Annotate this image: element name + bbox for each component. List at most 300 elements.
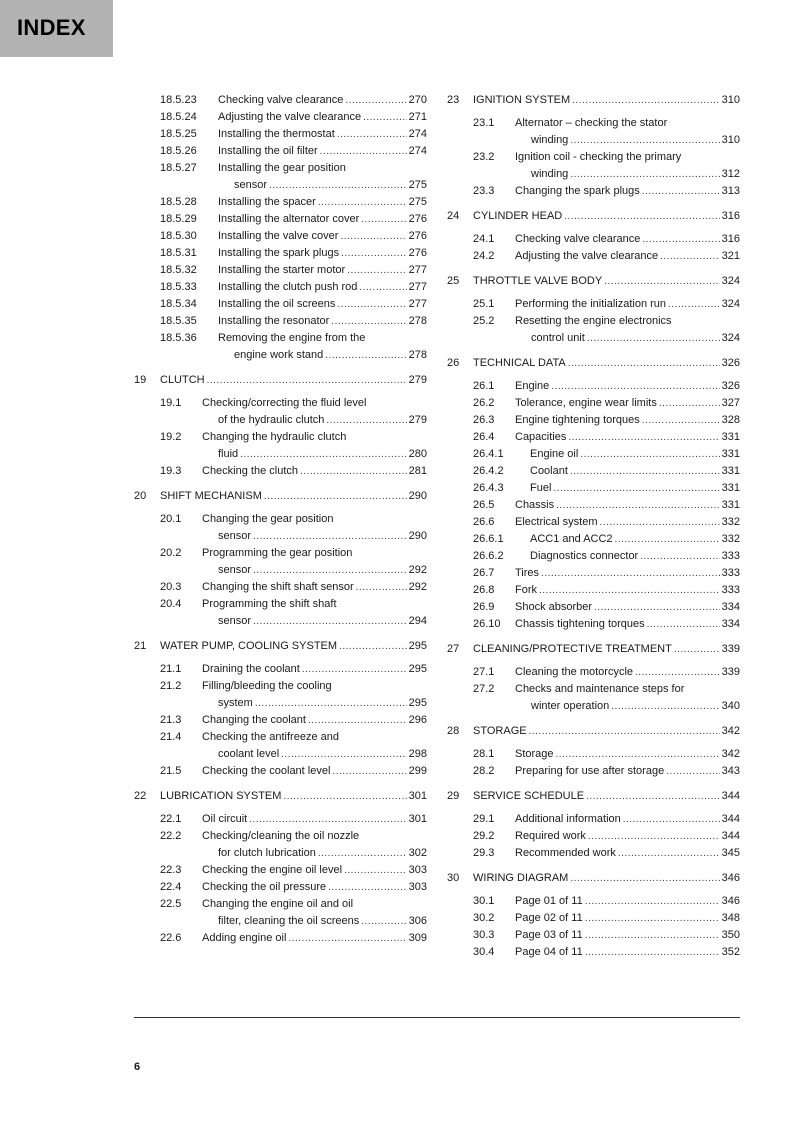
toc-entry-page: 280: [408, 448, 427, 460]
toc-entry[interactable]: [134, 463, 427, 480]
toc-entry-title: fluid: [218, 448, 239, 460]
toc-entry[interactable]: [134, 596, 427, 630]
toc-entry-page: 324: [721, 298, 740, 310]
toc-entry-number: 18.5.28: [160, 196, 197, 208]
toc-entry[interactable]: [134, 126, 427, 143]
toc-entry-page: 346: [721, 872, 740, 884]
toc-entry[interactable]: [134, 372, 427, 389]
toc-entry-number: 22.3: [160, 864, 182, 876]
toc-entry-page: 327: [721, 397, 740, 409]
toc-entry-title: Engine oil: [530, 448, 579, 460]
dot-leader: [642, 183, 720, 200]
toc-entry-page: 278: [408, 315, 427, 327]
toc-entry[interactable]: [134, 211, 427, 228]
toc-entry-title: Checking the oil pressure: [202, 881, 327, 893]
toc-entry-title: Installing the thermostat: [218, 128, 335, 140]
toc-entry-title: Checking valve clearance: [218, 94, 344, 106]
dot-leader: [642, 412, 720, 429]
dot-leader: [339, 638, 407, 655]
dot-leader: [611, 698, 719, 715]
dot-leader: [640, 548, 719, 565]
toc-entry[interactable]: [134, 896, 427, 930]
toc-entry-page: 274: [408, 128, 427, 140]
toc-entry-number: 22.5: [160, 898, 182, 910]
toc-entry-number: 26.1: [473, 380, 495, 392]
toc-entry-title: Fuel: [530, 482, 552, 494]
toc-entry-title: Adding engine oil: [202, 932, 287, 944]
toc-entry-number: 26.6: [473, 516, 495, 528]
toc-entry[interactable]: [447, 893, 740, 910]
dot-leader: [585, 927, 720, 944]
toc-entry-title: Tires: [515, 567, 540, 579]
toc-entry[interactable]: [447, 248, 740, 265]
toc-entry-title: Page 02 of 11: [515, 912, 583, 924]
toc-entry-page: 342: [721, 725, 740, 737]
dot-leader: [585, 910, 720, 927]
toc-entry-number: 26: [447, 357, 460, 369]
toc-entry[interactable]: [447, 355, 740, 372]
dot-leader: [580, 446, 719, 463]
dot-leader: [600, 514, 720, 531]
toc-entry[interactable]: [447, 429, 740, 446]
toc-entry[interactable]: [134, 545, 427, 579]
toc-entry-number: 26.5: [473, 499, 495, 511]
dot-leader: [255, 695, 407, 712]
toc-right-column: [447, 92, 740, 961]
toc-entry-page: 313: [721, 185, 740, 197]
toc-entry-title: Installing the valve cover: [218, 230, 339, 242]
toc-entry[interactable]: [447, 548, 740, 565]
dot-leader: [347, 262, 406, 279]
toc-entry-page: 276: [408, 213, 427, 225]
toc-entry[interactable]: [447, 231, 740, 248]
toc-entry-page: 345: [721, 847, 740, 859]
toc-entry-page: 270: [408, 94, 427, 106]
toc-entry-number: 25.1: [473, 298, 495, 310]
toc-entry-page: 339: [721, 643, 740, 655]
toc-entry-number: 22.6: [160, 932, 182, 944]
toc-entry[interactable]: [134, 678, 427, 712]
toc-entry-number: 21.5: [160, 765, 182, 777]
toc-entry[interactable]: [134, 763, 427, 780]
toc-entry[interactable]: [447, 845, 740, 862]
dot-leader: [361, 211, 406, 228]
toc-entry-number: 23.3: [473, 185, 495, 197]
toc-entry-page: 333: [721, 584, 740, 596]
toc-entry-number: 29: [447, 790, 460, 802]
toc-entry-number: 26.4.1: [473, 448, 504, 460]
toc-entry-title: winter operation: [531, 700, 610, 712]
toc-entry-page: 295: [408, 640, 427, 652]
toc-entry-page: 326: [721, 380, 740, 392]
toc-entry-number: 20: [134, 490, 147, 502]
toc-entry-page: 274: [408, 145, 427, 157]
toc-entry[interactable]: [447, 811, 740, 828]
toc-entry-page: 294: [408, 615, 427, 627]
toc-entry-page: 299: [408, 765, 427, 777]
toc-entry-number: 18.5.36: [160, 332, 197, 344]
toc-entry-page: 279: [408, 414, 427, 426]
toc-entry[interactable]: [134, 429, 427, 463]
toc-entry[interactable]: [447, 463, 740, 480]
toc-entry-number: 26.3: [473, 414, 495, 426]
toc-entry-page: 290: [408, 530, 427, 542]
toc-entry-title: Storage: [515, 748, 554, 760]
toc-entry-number: 19: [134, 374, 147, 386]
toc-entry-page: 348: [721, 912, 740, 924]
toc-entry-page: 279: [408, 374, 427, 386]
toc-entry-number: 26.4: [473, 431, 495, 443]
toc-entry-title: Page 03 of 11: [515, 929, 583, 941]
toc-entry[interactable]: [134, 712, 427, 729]
toc-entry-title: ACC1 and ACC2: [530, 533, 613, 545]
toc-entry-number: 26.10: [473, 618, 501, 630]
toc-entry[interactable]: [447, 412, 740, 429]
toc-entry[interactable]: [447, 641, 740, 658]
toc-entry[interactable]: [447, 788, 740, 805]
toc-entry-page: 344: [721, 830, 740, 842]
toc-entry-number: 30: [447, 872, 460, 884]
toc-entry[interactable]: [447, 910, 740, 927]
toc-entry-title: system: [218, 697, 253, 709]
toc-entry-title: CLEANING/PROTECTIVE TREATMENT: [473, 643, 672, 655]
toc-entry[interactable]: [447, 378, 740, 395]
toc-entry[interactable]: [134, 511, 427, 545]
toc-entry-number: 24.2: [473, 250, 495, 262]
toc-entry-number: 24: [447, 210, 460, 222]
toc-entry[interactable]: [134, 92, 427, 109]
toc-entry-title: Programming the gear position: [202, 547, 353, 559]
toc-entry[interactable]: [447, 497, 740, 514]
toc-entry-title: Checking the antifreeze and: [202, 731, 339, 743]
toc-entry-title: Alternator – checking the stator: [515, 117, 668, 129]
toc-entry[interactable]: [447, 514, 740, 531]
toc-entry-page: 298: [408, 748, 427, 760]
dot-leader: [660, 248, 720, 265]
toc-entry-title: Recommended work: [515, 847, 616, 859]
dot-leader: [332, 763, 406, 780]
toc-entry[interactable]: [447, 927, 740, 944]
dot-leader: [359, 279, 406, 296]
toc-entry-title: Changing the coolant: [202, 714, 306, 726]
toc-entry-number: 23.2: [473, 151, 495, 163]
toc-entry-title: Oil circuit: [202, 813, 248, 825]
toc-entry[interactable]: [447, 664, 740, 681]
toc-entry-number: 18.5.31: [160, 247, 197, 259]
toc-entry-number: 19.2: [160, 431, 182, 443]
toc-entry-title: Installing the oil filter: [218, 145, 318, 157]
toc-entry[interactable]: [134, 661, 427, 678]
toc-entry[interactable]: [447, 763, 740, 780]
toc-entry-number: 18.5.30: [160, 230, 197, 242]
toc-entry-title: winding: [531, 134, 569, 146]
toc-entry-page: 292: [408, 581, 427, 593]
toc-entry-page: 316: [721, 233, 740, 245]
dot-leader: [604, 273, 719, 290]
dot-leader: [281, 746, 406, 763]
toc-entry-page: 276: [408, 230, 427, 242]
toc-entry-title: Checking the coolant level: [202, 765, 331, 777]
toc-entry-page: 303: [408, 864, 427, 876]
toc-entry-number: 21.4: [160, 731, 182, 743]
toc-entry-number: 18.5.27: [160, 162, 197, 174]
toc-entry-number: 26.6.1: [473, 533, 504, 545]
toc-entry-page: 333: [721, 550, 740, 562]
toc-entry-number: 19.1: [160, 397, 182, 409]
toc-entry[interactable]: [134, 313, 427, 330]
dot-leader: [587, 330, 720, 347]
dot-leader: [344, 862, 407, 879]
toc-entry-number: 27: [447, 643, 460, 655]
toc-entry-page: 296: [408, 714, 427, 726]
toc-entry-page: 333: [721, 567, 740, 579]
toc-entry[interactable]: [134, 788, 427, 805]
toc-entry-number: 26.4.3: [473, 482, 504, 494]
toc-entry-number: 18.5.26: [160, 145, 197, 157]
toc-entry-page: 331: [721, 448, 740, 460]
dot-leader: [659, 395, 720, 412]
toc-entry-number: 18.5.25: [160, 128, 197, 140]
toc-entry[interactable]: [447, 531, 740, 548]
dot-leader: [361, 913, 406, 930]
dot-leader: [539, 582, 720, 599]
toc-entry-page: 343: [721, 765, 740, 777]
toc-entry[interactable]: [134, 488, 427, 505]
dot-leader: [356, 579, 407, 596]
toc-entry-page: 277: [408, 281, 427, 293]
toc-entry-page: 275: [408, 196, 427, 208]
dot-leader: [308, 712, 407, 729]
toc-entry[interactable]: [447, 599, 740, 616]
toc-entry-title: coolant level: [218, 748, 280, 760]
toc-entry-title: Removing the engine from the: [218, 332, 366, 344]
toc-entry[interactable]: [134, 579, 427, 596]
toc-entry-title: IGNITION SYSTEM: [473, 94, 571, 106]
toc-entry[interactable]: [134, 862, 427, 879]
toc-entry[interactable]: [134, 194, 427, 211]
toc-entry[interactable]: [447, 149, 740, 183]
toc-entry-page: 352: [721, 946, 740, 958]
toc-entry-title: Shock absorber: [515, 601, 593, 613]
dot-leader: [207, 372, 407, 389]
toc-entry-page: 276: [408, 247, 427, 259]
toc-entry-page: 302: [408, 847, 427, 859]
toc-entry-page: 316: [721, 210, 740, 222]
toc-entry-page: 277: [408, 264, 427, 276]
toc-entry-number: 22.2: [160, 830, 182, 842]
toc-entry[interactable]: [134, 245, 427, 262]
toc-entry[interactable]: [447, 723, 740, 740]
toc-entry[interactable]: [447, 944, 740, 961]
dot-leader: [328, 879, 407, 896]
toc-entry-title: sensor: [218, 615, 252, 627]
toc-entry-number: 23.1: [473, 117, 495, 129]
toc-entry-title: Installing the resonator: [218, 315, 330, 327]
toc-entry[interactable]: [447, 565, 740, 582]
toc-entry[interactable]: [134, 262, 427, 279]
toc-entry-title: Checking valve clearance: [515, 233, 641, 245]
dot-leader: [529, 723, 720, 740]
toc-entry[interactable]: [447, 480, 740, 497]
toc-entry-page: 324: [721, 275, 740, 287]
toc-entry-title: Filling/bleeding the cooling: [202, 680, 332, 692]
toc-entry-number: 28.2: [473, 765, 495, 777]
toc-entry-number: 18.5.29: [160, 213, 197, 225]
toc-entry-title: engine work stand: [234, 349, 324, 361]
dot-leader: [541, 565, 720, 582]
toc-entry-page: 344: [721, 813, 740, 825]
toc-entry[interactable]: [447, 616, 740, 633]
toc-entry[interactable]: [134, 330, 427, 364]
dot-leader: [318, 845, 407, 862]
toc-entry-page: 312: [721, 168, 740, 180]
toc-entry-page: 275: [408, 179, 427, 191]
toc-entry-page: 295: [408, 663, 427, 675]
toc-entry-number: 22: [134, 790, 147, 802]
dot-leader: [337, 296, 406, 313]
dot-leader: [556, 497, 720, 514]
toc-entry-title: Diagnostics connector: [530, 550, 639, 562]
toc-entry[interactable]: [134, 143, 427, 160]
dot-leader: [302, 661, 407, 678]
toc-entry[interactable]: [134, 296, 427, 313]
dot-leader: [320, 143, 407, 160]
dot-leader: [586, 788, 720, 805]
toc-entry[interactable]: [447, 183, 740, 200]
toc-entry-title: Checking the engine oil level: [202, 864, 343, 876]
toc-entry-page: 278: [408, 349, 427, 361]
toc-entry-title: Engine tightening torques: [515, 414, 640, 426]
dot-leader: [570, 463, 720, 480]
dot-leader: [642, 231, 719, 248]
toc-entry-title: sensor: [234, 179, 268, 191]
toc-entry[interactable]: [447, 208, 740, 225]
toc-entry[interactable]: [134, 638, 427, 655]
toc-entry-title: STORAGE: [473, 725, 527, 737]
toc-entry-title: sensor: [218, 530, 252, 542]
dot-leader: [585, 893, 720, 910]
toc-entry[interactable]: [447, 681, 740, 715]
toc-entry[interactable]: [134, 109, 427, 126]
toc-entry-title: CYLINDER HEAD: [473, 210, 563, 222]
toc-entry[interactable]: [134, 930, 427, 947]
toc-entry[interactable]: [447, 296, 740, 313]
toc-entry[interactable]: [447, 395, 740, 412]
toc-entry[interactable]: [134, 279, 427, 296]
toc-entry-title: TECHNICAL DATA: [473, 357, 566, 369]
toc-entry[interactable]: [134, 160, 427, 194]
toc-entry-title: sensor: [218, 564, 252, 576]
toc-entry-title: Changing the engine oil and oil: [202, 898, 354, 910]
dot-leader: [570, 166, 719, 183]
toc-entry-number: 25: [447, 275, 460, 287]
toc-entry-number: 26.9: [473, 601, 495, 613]
dot-leader: [553, 480, 719, 497]
toc-entry-title: THROTTLE VALVE BODY: [473, 275, 603, 287]
toc-entry-title: Changing the spark plugs: [515, 185, 640, 197]
toc-entry[interactable]: [134, 395, 427, 429]
dot-leader: [551, 378, 719, 395]
toc-entry-page: 334: [721, 618, 740, 630]
dot-leader: [240, 446, 406, 463]
toc-entry-page: 321: [721, 250, 740, 262]
dot-leader: [253, 613, 407, 630]
toc-entry[interactable]: [134, 879, 427, 896]
toc-entry-number: 26.6.2: [473, 550, 504, 562]
toc-entry-number: 20.3: [160, 581, 182, 593]
toc-entry-title: Electrical system: [515, 516, 598, 528]
dot-leader: [666, 763, 719, 780]
toc-entry-title: of the hydraulic clutch: [218, 414, 325, 426]
toc-entry-title: Additional information: [515, 813, 621, 825]
toc-entry[interactable]: [447, 582, 740, 599]
toc-entry[interactable]: [447, 115, 740, 149]
toc-entry-number: 29.3: [473, 847, 495, 859]
toc-entry-number: 21.2: [160, 680, 182, 692]
toc-entry-number: 18.5.34: [160, 298, 197, 310]
toc-entry-number: 26.7: [473, 567, 495, 579]
toc-entry-page: 331: [721, 431, 740, 443]
toc-entry[interactable]: [447, 828, 740, 845]
toc-entry[interactable]: [447, 746, 740, 763]
dot-leader: [253, 562, 407, 579]
toc-entry-number: 18.5.23: [160, 94, 197, 106]
dot-leader: [618, 845, 720, 862]
toc-entry-title: Chassis: [515, 499, 555, 511]
toc-entry-page: 328: [721, 414, 740, 426]
toc-entry-number: 30.4: [473, 946, 495, 958]
toc-entry[interactable]: [447, 446, 740, 463]
dot-leader: [288, 930, 406, 947]
toc-entry-page: 344: [721, 790, 740, 802]
toc-entry-number: 21.3: [160, 714, 182, 726]
toc-entry[interactable]: [447, 92, 740, 109]
toc-entry-number: 18.5.32: [160, 264, 197, 276]
toc-entry-title: LUBRICATION SYSTEM: [160, 790, 282, 802]
toc-entry[interactable]: [447, 273, 740, 290]
toc-entry[interactable]: [134, 828, 427, 862]
toc-entry-title: Tolerance, engine wear limits: [515, 397, 657, 409]
toc-entry-title: winding: [531, 168, 569, 180]
toc-entry-title: Checking/cleaning the oil nozzle: [202, 830, 360, 842]
dot-leader: [564, 208, 719, 225]
toc-entry[interactable]: [447, 870, 740, 887]
toc-entry[interactable]: [447, 313, 740, 347]
toc-entry-page: 310: [721, 134, 740, 146]
toc-entry-number: 21: [134, 640, 147, 652]
toc-entry[interactable]: [134, 729, 427, 763]
dot-leader: [585, 944, 720, 961]
toc-entry-page: 331: [721, 499, 740, 511]
toc-entry-page: 292: [408, 564, 427, 576]
toc-entry-number: 26.2: [473, 397, 495, 409]
toc-entry-number: 20.2: [160, 547, 182, 559]
toc-entry[interactable]: [134, 811, 427, 828]
toc-entry-page: 346: [721, 895, 740, 907]
toc-entry-title: filter, cleaning the oil screens: [218, 915, 360, 927]
toc-entry-page: 340: [721, 700, 740, 712]
dot-leader: [570, 132, 719, 149]
toc-entry-title: Page 04 of 11: [515, 946, 583, 958]
toc-entry-title: Programming the shift shaft: [202, 598, 337, 610]
toc-entry-number: 27.1: [473, 666, 495, 678]
toc-entry-page: 326: [721, 357, 740, 369]
toc-entry[interactable]: [134, 228, 427, 245]
toc-entry-number: 22.4: [160, 881, 182, 893]
toc-entry-title: Changing the gear position: [202, 513, 334, 525]
toc-entry-number: 30.1: [473, 895, 495, 907]
toc-entry-title: Adjusting the valve clearance: [218, 111, 362, 123]
